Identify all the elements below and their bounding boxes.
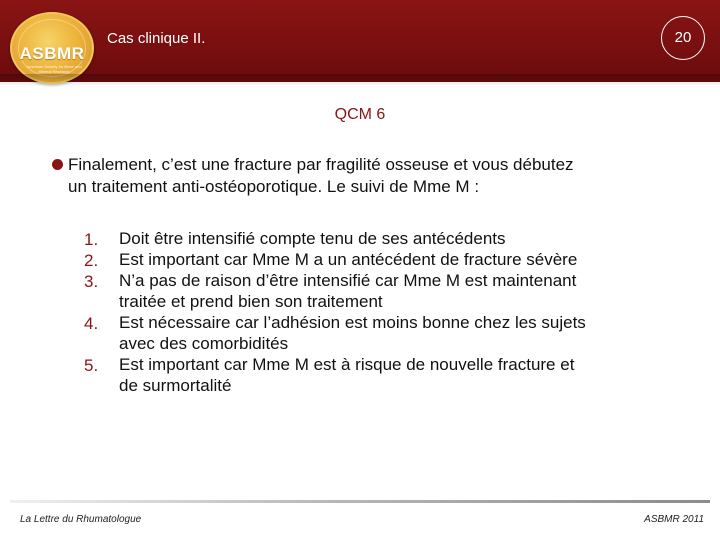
page-number-badge: 20 xyxy=(661,16,705,60)
option-text: avec des comorbidités xyxy=(119,334,289,353)
footer-source: La Lettre du Rhumatologue xyxy=(20,514,142,525)
slide-title: QCM 6 xyxy=(334,106,386,123)
option-number: 4. xyxy=(84,314,99,333)
answer-option xyxy=(84,228,684,249)
lead-text xyxy=(68,154,692,198)
option-number: 2. xyxy=(84,251,99,270)
option-text: Est important car Mme M a un antécédent de fracture sévère xyxy=(119,250,578,269)
option-text: Est important car Mme M est à risque de nouvelle fracture et xyxy=(119,355,575,374)
option-text: Est nécessaire car l’adhésion est moins bonne chez les sujets xyxy=(119,313,586,332)
option-text: N’a pas de raison d’être intensifié car Mme M est maintenant xyxy=(119,271,577,290)
answer-option xyxy=(84,312,684,354)
option-number: 3. xyxy=(84,272,99,291)
header-title: Cas clinique II. xyxy=(107,30,206,47)
bullet-icon xyxy=(52,159,63,170)
header-bar xyxy=(0,0,720,82)
logo-subtext: American Society for Bone and Mineral Research xyxy=(26,64,82,74)
lead-line: un traitement anti-ostéoporotique. Le suivi de Mme M : xyxy=(68,177,480,196)
option-text: de surmortalité xyxy=(119,376,232,395)
footer-divider xyxy=(10,500,710,503)
header-shadow xyxy=(0,74,720,86)
answer-options xyxy=(84,228,684,396)
option-text: traitée et prend bien son traitement xyxy=(119,292,383,311)
logo-text: ASBMR xyxy=(19,44,85,63)
option-number: 5. xyxy=(84,356,99,375)
footer-credit: ASBMR 2011 xyxy=(644,514,704,525)
lead-line: Finalement, c’est une fracture par fragilité osseuse et vous débutez xyxy=(68,155,574,174)
option-number: 1. xyxy=(84,230,99,249)
answer-option xyxy=(84,270,684,312)
option-text: Doit être intensifié compte tenu de ses antécédents xyxy=(119,229,506,248)
lead-paragraph xyxy=(52,154,692,198)
answer-option xyxy=(84,249,684,270)
answer-option xyxy=(84,354,684,396)
